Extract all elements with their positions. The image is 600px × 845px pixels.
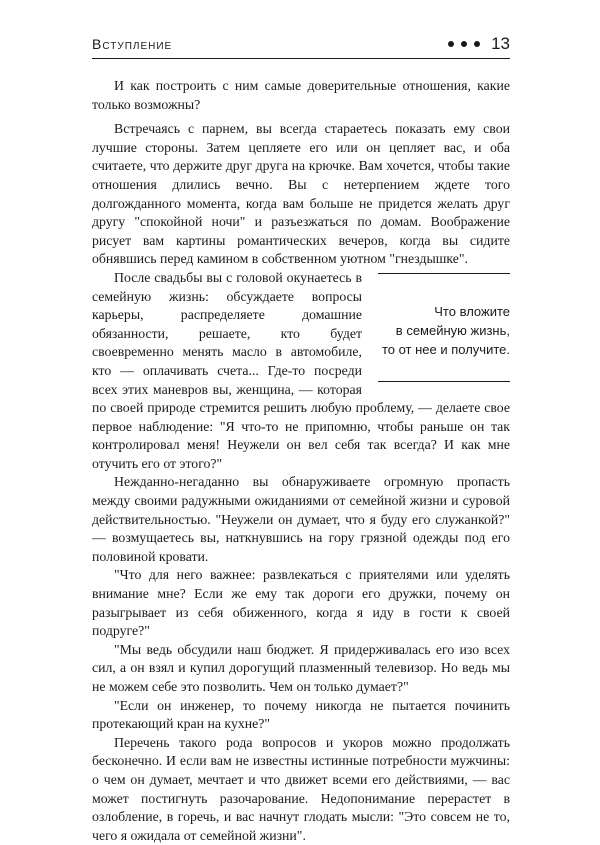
dot-icon (448, 41, 454, 47)
page-number: 13 (491, 34, 510, 53)
pull-quote-line: то от нее и получите. (381, 341, 510, 357)
header-rule (92, 58, 510, 59)
paragraph: "Мы ведь обсудили наш бюджет. Я придерживалась его изо всех сил, а он взял и купил дорогущий плазменный телевизор. Но ведь мы не можем себе это позволить. Чем он только думает?" (92, 641, 510, 694)
dot-icon (474, 41, 480, 47)
pull-quote (378, 273, 510, 382)
section-title: Вступление (92, 36, 173, 52)
paragraph: Нежданно-негаданно вы обнаруживаете огромную пропасть между своими радужными ожиданиями от семейной жизни и суровой действительностью. "Неужели он думает, что я буду его служанкой?" — возмущаетесь вы, наткнувшись на гору грязной одежды под его половиной кровати. (92, 474, 510, 564)
paragraph: Перечень такого рода вопросов и укоров можно продолжать бесконечно. И если вам не известны истинные потребности мужчины: о чем он думает, мечтает и что движет всеми его действиями, — вас может постигнуть разочарование. Недопонимание перерастет в озлобление, в горечь, и вас начнут глодать мысли: "Это совсем не то, чего я ожидала от семейной жизни". (92, 734, 510, 843)
paragraph: "Что для него важнее: развлекаться с приятелями или уделять внимание мне? Если же ему так дороги его дружки, почему он разыгрывает из себя обиженного, когда я иду в гости к своей подруге?" (92, 567, 510, 639)
pull-quote-line: в семейную жизнь, (395, 322, 510, 338)
body-text (92, 77, 510, 845)
running-header (92, 34, 510, 56)
paragraph: И как построить с ним самые доверительные отношения, какие только возможны? (92, 78, 510, 112)
paragraph: После свадьбы вы с головой окунаетесь в семейную жизнь: обсуждаете вопросы карьеры, распределяете домашние обязанности, решаете, кто будет своевременно менять масло в автомобиле, кто — оплачивать счета... Где-то посреди всех этих маневров вы, женщина, — которая по своей природе стремится решить любую проблему, — делаете свое первое наблюдение: "Я что-то не припомню, чтобы раньше он так контролировал меня! Неужели он вел себя так всегда? И как мне отучить его от этого?" (92, 269, 510, 471)
paragraph: Встречаясь с парнем, вы всегда стараетесь показать ему свои лучшие стороны. Затем цепляете его или он цепляет вас, и оба считаете, что держите друг друга на крючке. Вам хочется, чтобы такие отношения длились вечно. Вы с нетерпением ждете того долгожданного момента, когда вам больше не придется желать друг другу "спокойной ночи" и разъезжаться по домам. Воображение рисует вам картины романтических вечеров, когда вы сидите обнявшись перед камином в собственном уютном "гнездышке". (92, 121, 510, 267)
dot-icon (461, 41, 467, 47)
paragraph: "Если он инженер, то почему никогда не пытается починить протекающий кран на кухне?" (92, 697, 510, 732)
pull-quote-line: Что вложите (434, 303, 510, 319)
header-ornament (448, 34, 510, 54)
